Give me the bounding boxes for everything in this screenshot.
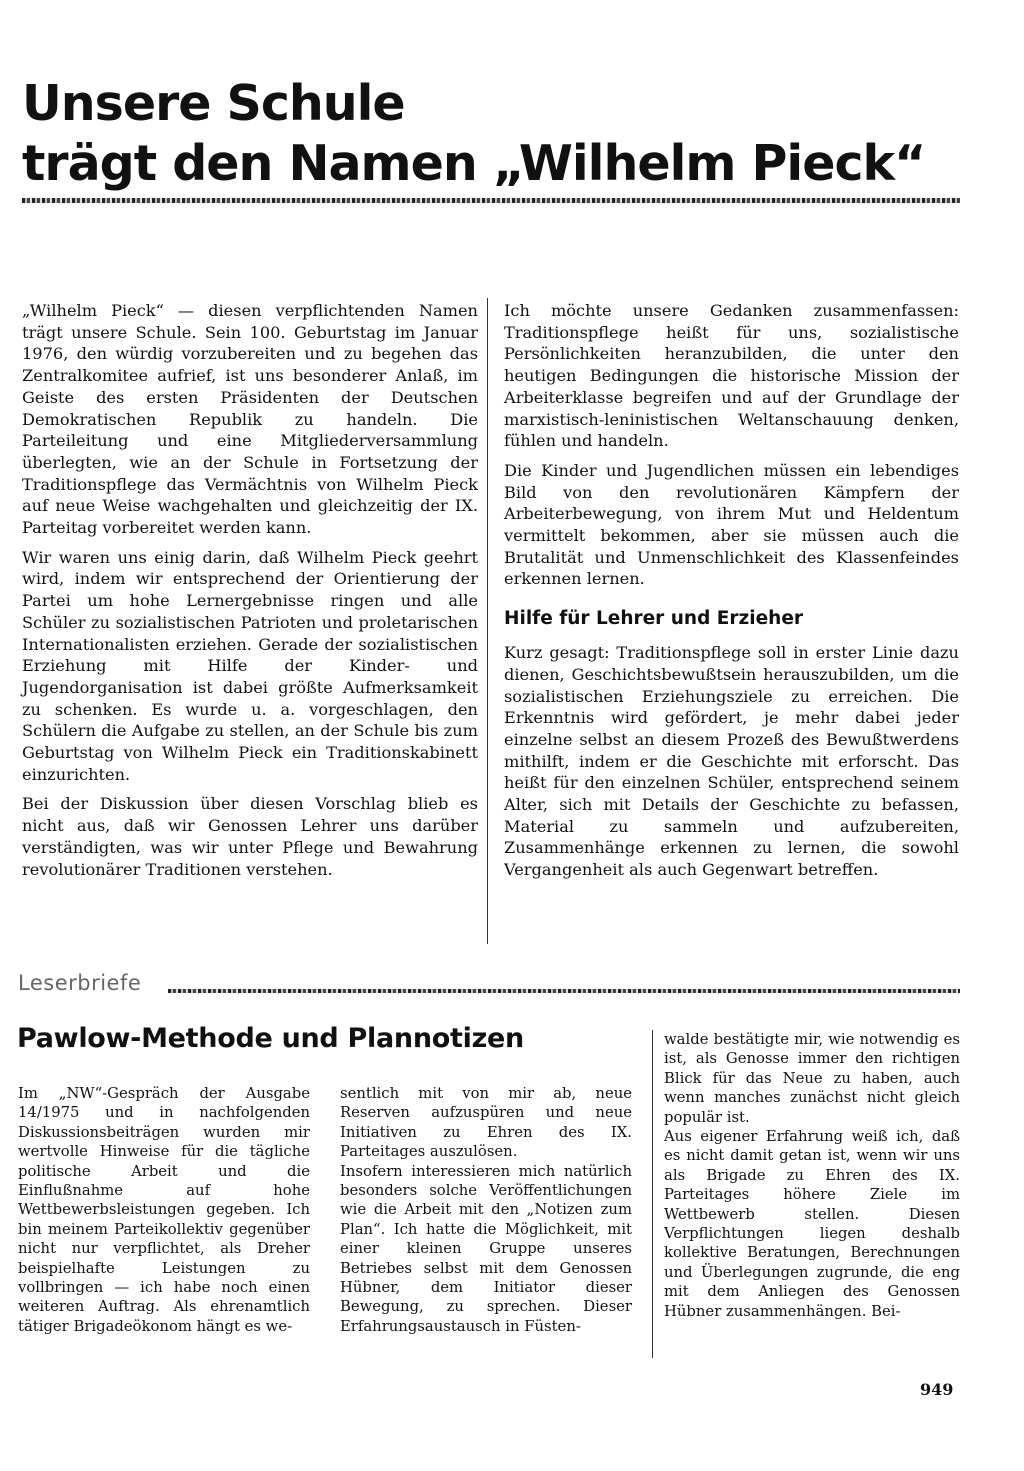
paragraph: Ich möchte unsere Gedanken zusammenfassen: Traditionspflege heißt für uns, sozialistische Persönlichkeiten heranzubilden, die unter den heutigen Bedingungen die historische Mission der Arbeiterklasse begreifen und auf der Grundlage der marxistisch-leninistischen Weltanschauung denken, fühlen und handeln.: [504, 301, 959, 451]
rubric-rule: [168, 989, 960, 993]
subheading: Hilfe für Lehrer und Erzieher: [504, 608, 804, 630]
article-left-column: [22, 300, 478, 888]
article-headline: [22, 74, 982, 194]
paragraph: Insofern interessieren mich natürlich besonders solche Veröffentlichungen wie die Arbeit mit den „Notizen zum Plan“. Ich hatte die Möglichkeit, mit einer kleinen Gruppe unseres Betriebes selbst mit dem Genossen Hübner, dem Initiator dieser Bewegung, zu sprechen. Dieser Erfahrungsaustausch in Füsten-: [340, 1162, 632, 1335]
letter-column-1: [18, 1084, 310, 1336]
headline-line-1: Unsere Schule: [22, 75, 405, 132]
paragraph: Aus eigener Erfahrung weiß ich, daß es nicht damit getan ist, wenn wir uns als Brigade zu Ehren des IX. Parteitages höhere Ziele im Wettbewerb stellen. Diesen Verpflichtungen liegen deshalb kollektive Beratungen, Berechnungen und Überlegungen zugrunde, die eng mit dem Anliegen des Genossen Hübner zusammenhängen. Bei-: [664, 1128, 960, 1320]
paragraph: Im „NW“-Gespräch der Ausgabe 14/1975 und in nachfolgenden Diskussionsbeiträgen wurden mir wertvolle Hinweise für die tägliche politische Arbeit und die Einflußnahme auf hohe Wettbewerbsleistungen gegeben. Ich bin meinem Parteikollektiv gegenüber nicht nur verpflichtet, als Dreher beispielhafte Leistungen zu vollbringen — ich habe noch einen weiteren Auftrag. Als ehrenamtlich tätiger Brigadeökonom hängt es we-: [18, 1085, 310, 1335]
paragraph: Bei der Diskussion über diesen Vorschlag blieb es nicht aus, daß wir Genossen Lehrer uns darüber verständigten, was wir unter Pflege und Bewahrung revolutionärer Traditionen verstehen.: [22, 794, 478, 879]
section-rubric: Leserbriefe: [18, 971, 142, 995]
paragraph: walde bestätigte mir, wie notwendig es ist, als Genosse immer den richtigen Blick für das Neue zu haben, auch wenn manches zunächst nicht gleich populär ist.: [664, 1031, 960, 1126]
letter-headline: Pawlow-Methode und Plannotizen: [17, 1023, 524, 1054]
paragraph: sentlich mit von mir ab, neue Reserven aufzuspüren und neue Initiativen zu Ehren des IX. Parteitages auszulösen.: [340, 1085, 632, 1161]
column-divider: [487, 298, 488, 944]
headline-rule: [22, 198, 960, 203]
paragraph: Kurz gesagt: Traditionspflege soll in erster Linie dazu dienen, Geschichtsbewußtsein herauszubilden, um die sozialistischen Erziehungsziele zu erreichen. Die Erkenntnis wird gefördert, je mehr dabei jeder einzelne selbst an diesem Prozeß des Bewußtwerdens mithilft, indem er die Geschichte mit erforscht. Das heißt für den einzelnen Schüler, entsprechend seinem Alter, sich mit Details der Geschichte zu befassen, Material zu sammeln und aufzubereiten, Zusammenhänge erkennen zu lernen, die sowohl Vergangenheit als auch Gegenwart betreffen.: [504, 643, 959, 880]
column-divider: [652, 1030, 653, 1358]
article-right-column: [504, 300, 959, 889]
paragraph: Wir waren uns einig darin, daß Wilhelm Pieck geehrt wird, indem wir entsprechend der Orientierung der Partei um hohe Lernergebnisse ringen und alle Schüler zu sozialistischen Patrioten und proletarischen Internationalisten erziehen. Gerade der sozialistischen Erziehung mit Hilfe der Kinder- und Jugendorganisation ist dabei größte Aufmerksamkeit zu schenken. Es wurde u. a. vorgeschlagen, den Schülern die Aufgabe zu stellen, an der Schule bis zum Geburtstag von Wilhelm Pieck ein Traditionskabinett einzurichten.: [22, 547, 478, 784]
page-number: 949: [920, 1380, 954, 1399]
paragraph: „Wilhelm Pieck“ — diesen verpflichtenden Namen trägt unsere Schule. Sein 100. Geburtstag im Januar 1976, den würdig vorzubereiten und zu begehen das Zentralkomitee aufrief, ist uns besonderer Anlaß, im Geiste des ersten Präsidenten der Deutschen Demokratischen Republik zu handeln. Die Parteileitung und eine Mitgliederversammlung überlegten, wie an der Schule in Fortsetzung der Traditionspflege das Vermächtnis von Wilhelm Pieck auf neue Weise wachgehalten und gleichzeitig der IX. Parteitag vorbereitet werden kann.: [22, 301, 478, 538]
letter-column-3: [664, 1030, 960, 1321]
headline-line-2: trägt den Namen „Wilhelm Pieck“: [22, 135, 926, 192]
paragraph: Die Kinder und Jugendlichen müssen ein lebendiges Bild von den revolutionären Kämpfern der Arbeiterbewegung, von ihrem Mut und Heldentum vermittelt bekommen, aber sie müssen auch die Brutalität und Unmenschlichkeit des Klassenfeindes erkennen lernen.: [504, 460, 959, 589]
letter-column-2: [340, 1084, 632, 1336]
